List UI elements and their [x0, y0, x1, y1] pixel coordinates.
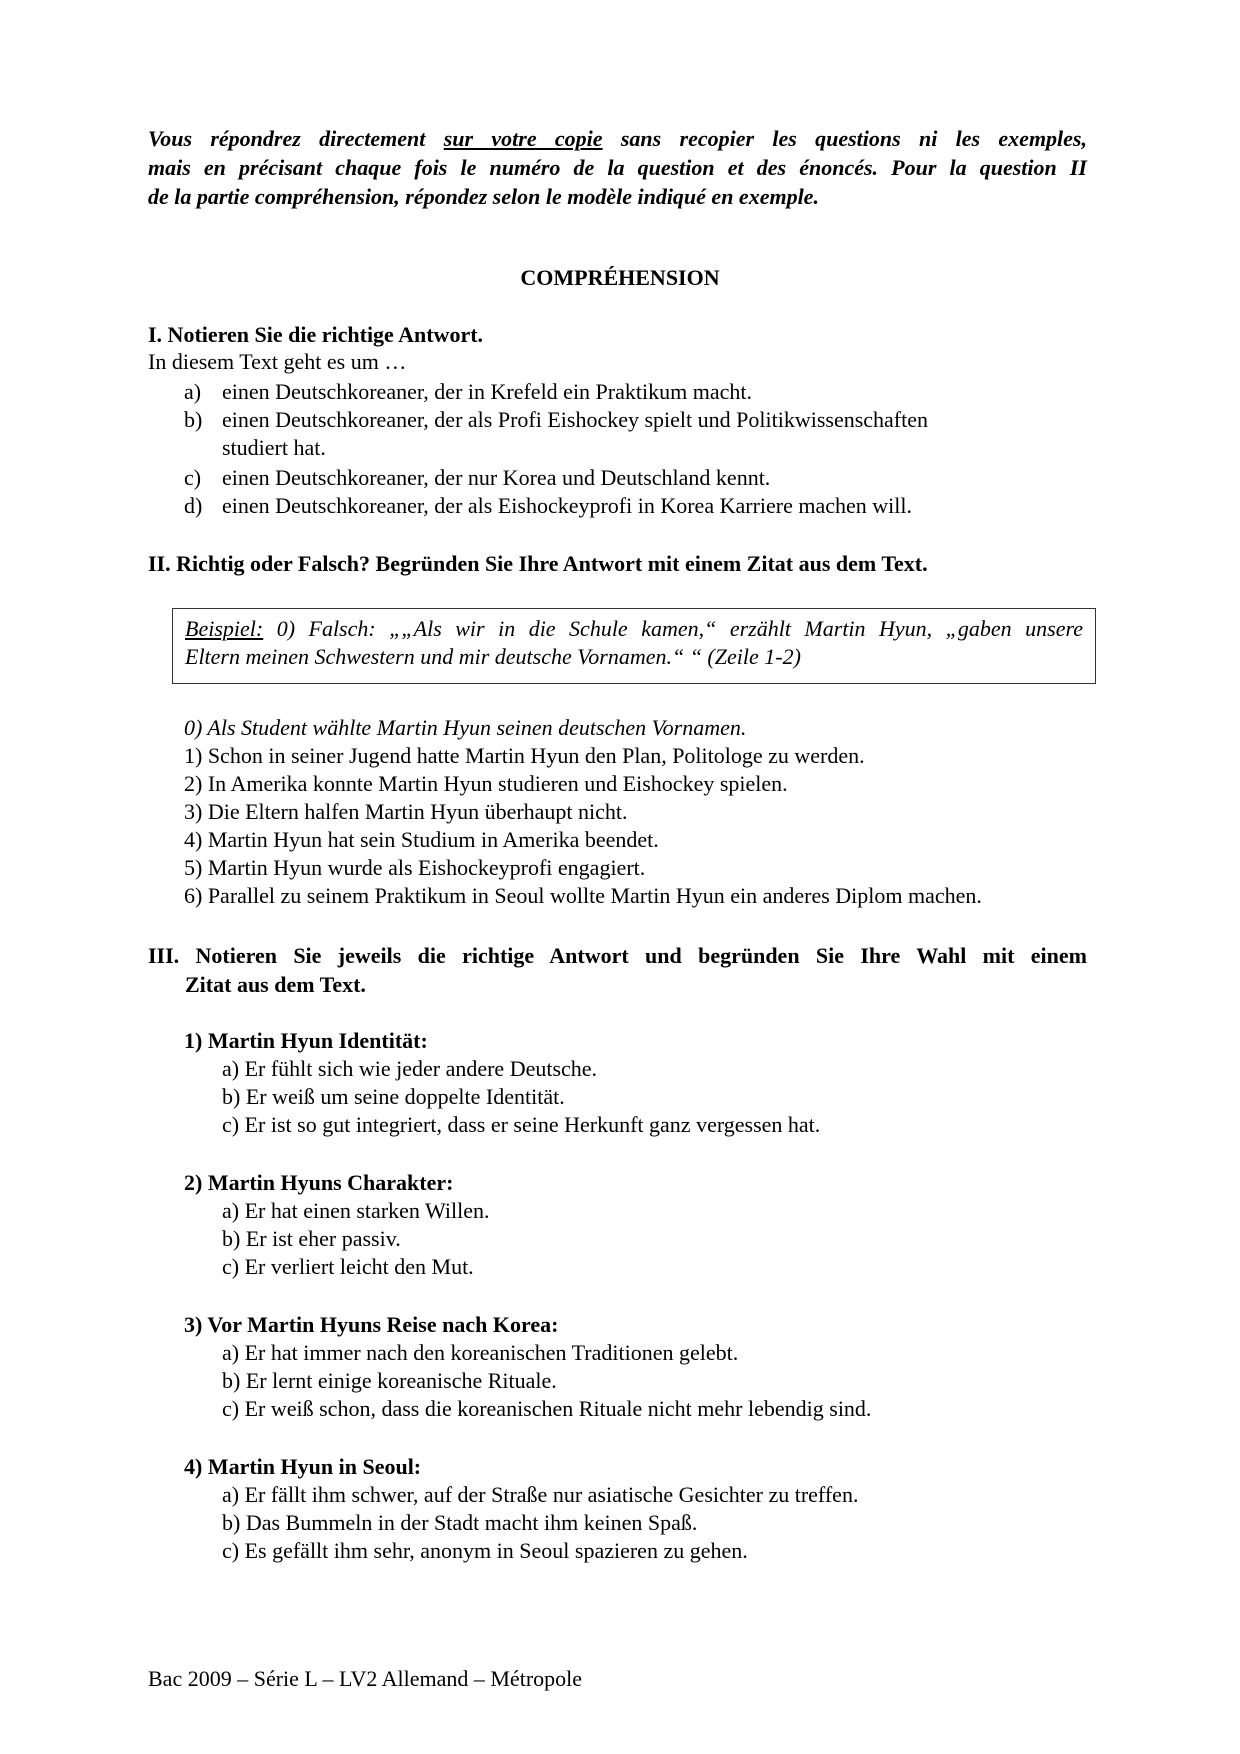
- question-option: a) Er hat immer nach den koreanischen Traditionen gelebt.: [222, 1340, 739, 1365]
- question-title: 4) Martin Hyun in Seoul:: [184, 1454, 422, 1479]
- question-title: 1) Martin Hyun Identität:: [184, 1028, 428, 1053]
- example-line-1: [185, 615, 1083, 643]
- statement: 3) Die Eltern halfen Martin Hyun überhaupt nicht.: [184, 799, 628, 824]
- example-box: [172, 608, 1096, 684]
- question-option: b) Er lernt einige koreanische Rituale.: [222, 1368, 557, 1393]
- part3-heading-line-2: Zitat aus dem Text.: [185, 972, 366, 997]
- option-text: einen Deutschkoreaner, der in Krefeld ein Praktikum macht.: [222, 379, 752, 404]
- question-option: b) Das Bummeln in der Stadt macht ihm keinen Spaß.: [222, 1510, 698, 1535]
- option-letter: c): [184, 465, 202, 490]
- statement: 2) In Amerika konnte Martin Hyun studieren und Eishockey spielen.: [184, 771, 788, 796]
- part2-heading: II. Richtig oder Falsch? Begründen Sie Ihre Antwort mit einem Zitat aus dem Text.: [148, 551, 928, 576]
- option-text-continued: studiert hat.: [222, 435, 326, 460]
- question-option: c) Er weiß schon, dass die koreanischen Rituale nicht mehr lebendig sind.: [222, 1396, 872, 1421]
- instructions-text: sans recopier les questions ni les exemples,: [602, 126, 1087, 151]
- option-letter: b): [184, 407, 203, 432]
- example-label: Beispiel:: [185, 616, 264, 641]
- part3-heading: [148, 941, 1087, 999]
- statement-example: 0) Als Student wählte Martin Hyun seinen deutschen Vornamen.: [184, 715, 747, 740]
- question-option: a) Er fühlt sich wie jeder andere Deutsche.: [222, 1056, 598, 1081]
- option-text: einen Deutschkoreaner, der als Eishockeyprofi in Korea Karriere machen will.: [222, 493, 912, 518]
- statement: 4) Martin Hyun hat sein Studium in Amerika beendet.: [184, 827, 659, 852]
- part1-heading: I. Notieren Sie die richtige Antwort.: [148, 322, 484, 347]
- example-line-2: Eltern meinen Schwestern und mir deutsche Vornamen.“ “ (Zeile 1-2): [185, 644, 801, 669]
- part3-heading-line-1: III. Notieren Sie jeweils die richtige Antwort und begründen Sie Ihre Wahl mit einem: [148, 943, 1087, 968]
- instructions-line-2: mais en précisant chaque fois le numéro de la question et des énoncés. Pour la question II: [148, 155, 1087, 180]
- question-option: b) Er ist eher passiv.: [222, 1226, 401, 1251]
- statement: 1) Schon in seiner Jugend hatte Martin Hyun den Plan, Politologe zu werden.: [184, 743, 865, 768]
- part1-intro: In diesem Text geht es um …: [148, 349, 407, 374]
- question-option: c) Er verliert leicht den Mut.: [222, 1254, 474, 1279]
- question-option: c) Es gefällt ihm sehr, anonym in Seoul spazieren zu gehen.: [222, 1538, 748, 1563]
- instructions-line-1: [148, 124, 1087, 153]
- instructions-underlined: sur votre copie: [443, 126, 603, 151]
- instructions-text: Vous répondrez directement: [148, 126, 444, 151]
- instructions-line-3: de la partie compréhension, répondez selon le modèle indiqué en exemple.: [148, 184, 819, 209]
- question-option: a) Er hat einen starken Willen.: [222, 1198, 490, 1223]
- option-text: einen Deutschkoreaner, der als Profi Eishockey spielt und Politikwissenschaften: [222, 407, 928, 432]
- question-title: 2) Martin Hyuns Charakter:: [184, 1170, 454, 1195]
- statement: 5) Martin Hyun wurde als Eishockeyprofi engagiert.: [184, 855, 646, 880]
- question-title: 3) Vor Martin Hyuns Reise nach Korea:: [184, 1312, 559, 1337]
- example-text: 0) Falsch: „„Als wir in die Schule kamen,“ erzählt Martin Hyun, „gaben unsere: [263, 616, 1083, 641]
- section-title: COMPRÉHENSION: [520, 265, 720, 290]
- option-letter: d): [184, 493, 203, 518]
- statement: 6) Parallel zu seinem Praktikum in Seoul wollte Martin Hyun ein anderes Diplom machen.: [184, 883, 982, 908]
- question-option: b) Er weiß um seine doppelte Identität.: [222, 1084, 565, 1109]
- option-text: einen Deutschkoreaner, der nur Korea und Deutschland kennt.: [222, 465, 771, 490]
- question-option: a) Er fällt ihm schwer, auf der Straße nur asiatische Gesichter zu treffen.: [222, 1482, 859, 1507]
- instructions: [148, 124, 1087, 211]
- page-footer: Bac 2009 – Série L – LV2 Allemand – Métropole: [148, 1666, 583, 1691]
- option-letter: a): [184, 379, 202, 404]
- question-option: c) Er ist so gut integriert, dass er seine Herkunft ganz vergessen hat.: [222, 1112, 821, 1137]
